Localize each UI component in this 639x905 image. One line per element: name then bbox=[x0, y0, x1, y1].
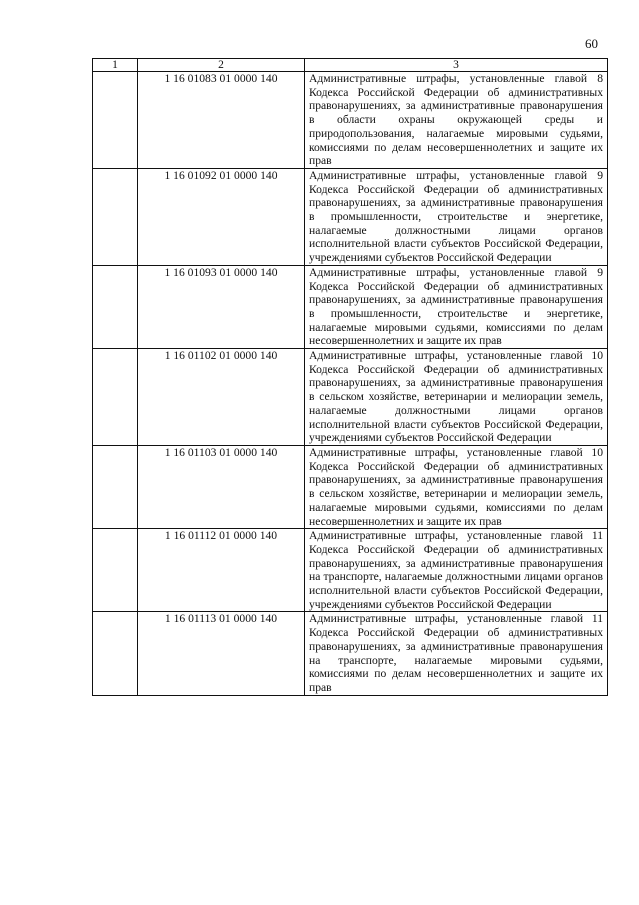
table-row bbox=[93, 72, 608, 169]
row-number-cell bbox=[93, 529, 138, 612]
code-cell: 1 16 01113 01 0000 140 bbox=[138, 612, 305, 695]
table-header-row bbox=[93, 59, 608, 72]
code-cell: 1 16 01103 01 0000 140 bbox=[138, 445, 305, 528]
row-number-cell bbox=[93, 612, 138, 695]
code-cell: 1 16 01102 01 0000 140 bbox=[138, 349, 305, 446]
code-cell: 1 16 01092 01 0000 140 bbox=[138, 168, 305, 265]
description-cell: Административные штрафы, установленные главой 11 Кодекса Российской Федерации об административных правонарушениях, за административные правонарушения на транспорте, налагаемые должностными лицами органов исполнительной власти субъектов Российской Федерации, учреждениями субъектов Российской Федерации bbox=[305, 529, 608, 612]
description-cell: Административные штрафы, установленные главой 10 Кодекса Российской Федерации об административных правонарушениях, за административные правонарушения в сельском хозяйстве, ветеринарии и мелиорации земель, налагаемые мировыми судьями, комиссиями по делам несовершеннолетних и защите их прав bbox=[305, 445, 608, 528]
row-number-cell bbox=[93, 349, 138, 446]
table-row bbox=[93, 445, 608, 528]
table-row bbox=[93, 265, 608, 348]
page-number: 60 bbox=[585, 36, 598, 51]
table-row bbox=[93, 349, 608, 446]
table-row bbox=[93, 168, 608, 265]
code-cell: 1 16 01093 01 0000 140 bbox=[138, 265, 305, 348]
column-header-3: 3 bbox=[305, 59, 608, 72]
row-number-cell bbox=[93, 265, 138, 348]
row-number-cell bbox=[93, 72, 138, 169]
column-header-2: 2 bbox=[138, 59, 305, 72]
description-cell: Административные штрафы, установленные главой 9 Кодекса Российской Федерации об административных правонарушениях, за административные правонарушения в промышленности, строительстве и энергетике, налагаемые должностными лицами органов исполнительной власти субъектов Российской Федерации, учреждениями субъектов Российской Федерации bbox=[305, 168, 608, 265]
row-number-cell bbox=[93, 168, 138, 265]
code-cell: 1 16 01083 01 0000 140 bbox=[138, 72, 305, 169]
description-cell: Административные штрафы, установленные главой 8 Кодекса Российской Федерации об административных правонарушениях, за административные правонарушения в области охраны окружающей среды и природопользования, налагаемые мировыми судьями, комиссиями по делам несовершеннолетних и защите их прав bbox=[305, 72, 608, 169]
code-cell: 1 16 01112 01 0000 140 bbox=[138, 529, 305, 612]
row-number-cell bbox=[93, 445, 138, 528]
description-cell: Административные штрафы, установленные главой 9 Кодекса Российской Федерации об административных правонарушениях, за административные правонарушения в промышленности, строительстве и энергетике, налагаемые мировыми судьями, комиссиями по делам несовершеннолетних и защите их прав bbox=[305, 265, 608, 348]
column-header-1: 1 bbox=[93, 59, 138, 72]
table-row bbox=[93, 612, 608, 695]
description-cell: Административные штрафы, установленные главой 10 Кодекса Российской Федерации об административных правонарушениях, за административные правонарушения в сельском хозяйстве, ветеринарии и мелиорации земель, налагаемые должностными лицами органов исполнительной власти субъектов Российской Федерации, учреждениями субъектов Российской Федерации bbox=[305, 349, 608, 446]
description-cell: Административные штрафы, установленные главой 11 Кодекса Российской Федерации об административных правонарушениях, за административные правонарушения на транспорте, налагаемые мировыми судьями, комиссиями по делам несовершеннолетних и защите их прав bbox=[305, 612, 608, 695]
budget-codes-table bbox=[92, 58, 608, 696]
table-row bbox=[93, 529, 608, 612]
